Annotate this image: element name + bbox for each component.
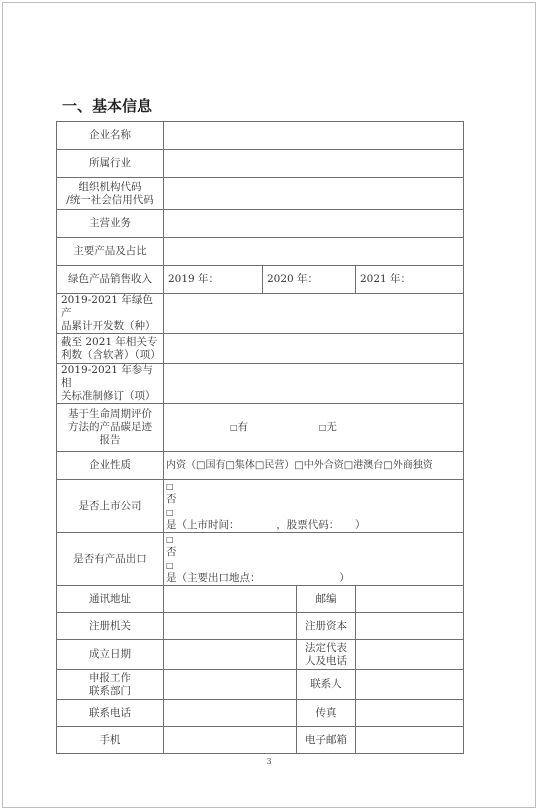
address-label: 通讯地址 [57,586,164,613]
address-field[interactable] [164,586,297,613]
lca-no-checkbox[interactable]: □无 [318,421,337,434]
year-2019-field[interactable]: 2019 年： [164,266,263,294]
founded-field[interactable] [164,640,297,670]
nature-options[interactable]: 内资（□国有□集体□民营）□中外合资□港澳台□外商独资 [164,452,464,480]
export-label: 是否有产品出口 [57,533,164,586]
dept-label: 申报工作 联系部门 [57,670,164,700]
row-registry [57,613,464,640]
postcode-field[interactable] [356,586,464,613]
row-patents [57,334,464,364]
listed-no-checkbox[interactable]: □ 否 [166,482,177,505]
registry-field[interactable] [164,613,297,640]
year-2020-field[interactable]: 2020 年： [263,266,356,294]
standards-label: 2019-2021 年参与相 关标准制修订（项） [57,364,164,404]
capital-label: 注册资本 [297,613,356,640]
org-code-label: 组织机构代码 /统一社会信用代码 [57,178,164,210]
lca-yes-checkbox[interactable]: □有 [230,421,249,434]
main-products-field[interactable] [164,238,464,266]
company-name-field[interactable] [164,122,464,150]
section-heading: 一、基本信息 [62,97,153,115]
row-green-sales [57,266,464,294]
row-nature [57,452,464,480]
fax-field[interactable] [356,700,464,727]
page-number: 3 [266,757,272,766]
year-2021-field[interactable]: 2021 年： [356,266,464,294]
row-green-dev [57,294,464,334]
nature-label: 企业性质 [57,452,164,480]
row-company-name [57,122,464,150]
main-products-label: 主要产品及占比 [57,238,164,266]
capital-field[interactable] [356,613,464,640]
lca-label: 基于生命周期评价 方法的产品碳足迹 报告 [57,404,164,452]
main-business-field[interactable] [164,210,464,238]
phone-field[interactable] [164,700,297,727]
green-dev-label: 2019-2021 年绿色产 品累计开发数（种） [57,294,164,334]
row-export [57,533,464,586]
industry-field[interactable] [164,150,464,178]
row-industry [57,150,464,178]
phone-label: 联系电话 [57,700,164,727]
row-standards [57,364,464,404]
patents-label: 截至 2021 年相关专 利数（含软著）（项） [57,334,164,364]
dept-field[interactable] [164,670,297,700]
row-main-business [57,210,464,238]
founded-label: 成立日期 [57,640,164,670]
export-options [164,533,464,586]
listed-label: 是否上市公司 [57,480,164,533]
row-dept [57,670,464,700]
row-main-products [57,238,464,266]
row-phone [57,700,464,727]
row-address [57,586,464,613]
email-label: 电子邮箱 [297,727,356,754]
row-founded [57,640,464,670]
export-no-checkbox[interactable]: □ 否 [166,535,177,558]
green-sales-label: 绿色产品销售收入 [57,266,164,294]
mobile-field[interactable] [164,727,297,754]
row-mobile [57,727,464,754]
row-lca [57,404,464,452]
industry-label: 所属行业 [57,150,164,178]
basic-info-form [56,121,464,754]
listed-options [164,480,464,533]
registry-label: 注册机关 [57,613,164,640]
email-field[interactable] [356,727,464,754]
mobile-label: 手机 [57,727,164,754]
contact-field[interactable] [356,670,464,700]
org-code-field[interactable] [164,178,464,210]
legal-rep-label: 法定代表 人及电话 [297,640,356,670]
legal-rep-field[interactable] [356,640,464,670]
row-listed [57,480,464,533]
fax-label: 传真 [297,700,356,727]
export-yes-checkbox[interactable]: □ 是（主要出口地点： ） [166,561,350,584]
contact-label: 联系人 [297,670,356,700]
standards-field[interactable] [164,364,464,404]
lca-options [164,404,464,452]
row-org-code [57,178,464,210]
postcode-label: 邮编 [297,586,356,613]
company-name-label: 企业名称 [57,122,164,150]
main-business-label: 主营业务 [57,210,164,238]
listed-yes-checkbox[interactable]: □ 是（上市时间： ，股票代码： ） [166,508,366,531]
green-dev-field[interactable] [164,294,464,334]
patents-field[interactable] [164,334,464,364]
